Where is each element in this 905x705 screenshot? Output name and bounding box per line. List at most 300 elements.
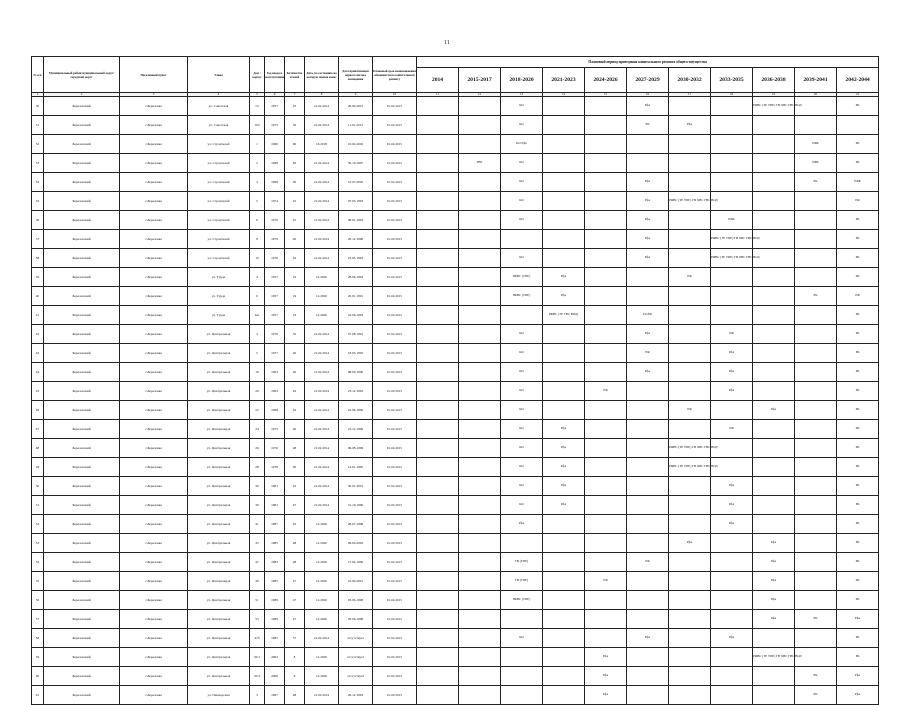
period-work-cell <box>543 629 585 648</box>
year-built-cell: 1977 <box>265 344 285 363</box>
period-work-cell <box>795 534 837 553</box>
column-number: 11 <box>417 93 459 97</box>
period-work-cell: РФ <box>837 287 879 306</box>
column-number: 4 <box>188 93 250 97</box>
house-cell: 45 <box>250 534 265 553</box>
period-work-cell <box>417 610 459 629</box>
wear-date-cell: 21.02.2014 <box>305 382 339 401</box>
wear-date-cell: 21.02.2014 <box>305 116 339 135</box>
header-col-num: № п/п <box>32 57 44 93</box>
period-work-cell: КО Рфа <box>501 135 543 154</box>
row-number-cell: 47 <box>32 420 44 439</box>
period-work-cell <box>417 515 459 534</box>
period-work-cell <box>417 268 459 287</box>
planned-obligation-date-cell: 01.02.2015 <box>373 401 417 420</box>
period-work-cell: Рфа <box>753 401 795 420</box>
table-row <box>32 477 879 496</box>
row-number-cell: 30 <box>32 97 44 116</box>
privatization-date-cell: 23.05.1993 <box>339 249 373 268</box>
planned-obligation-date-cell: 01.02.2015 <box>373 610 417 629</box>
planned-obligation-date-cell: 01.02.2015 <box>373 591 417 610</box>
period-work-cell <box>459 192 501 211</box>
period-work-cell: КО <box>501 97 543 116</box>
house-cell: 10 <box>250 249 265 268</box>
period-work-cell <box>669 211 711 230</box>
period-work-cell <box>459 401 501 420</box>
floors-cell: 40 <box>285 420 305 439</box>
column-number: 7 <box>285 93 305 97</box>
period-work-cell: РК <box>837 154 879 173</box>
period-work-cell: РФ <box>669 268 711 287</box>
period-work-cell <box>669 420 711 439</box>
period-work-cell <box>585 325 627 344</box>
column-number: 1 <box>32 93 44 97</box>
privatization-date-cell: 10.07.2002 <box>339 173 373 192</box>
period-work-cell <box>627 534 669 553</box>
planned-obligation-date-cell: 01.02.2015 <box>373 325 417 344</box>
year-built-cell: 1974 <box>265 192 285 211</box>
period-work-cell <box>543 135 585 154</box>
floors-cell: 19 <box>285 268 305 287</box>
district-cell: Березовский <box>44 382 120 401</box>
period-work-cell <box>795 496 837 515</box>
district-cell: Березовский <box>44 97 120 116</box>
period-work-cell: РК <box>837 477 879 496</box>
wear-date-cell: 21.02.2014 <box>305 97 339 116</box>
year-built-cell: 1968 <box>265 401 285 420</box>
period-work-cell <box>585 135 627 154</box>
period-work-cell <box>417 420 459 439</box>
privatization-date-cell: 08.09.1996 <box>339 363 373 382</box>
wear-date-cell: 21.02.2014 <box>305 211 339 230</box>
period-work-cell <box>795 629 837 648</box>
period-work-cell: ТВЕ <box>459 154 501 173</box>
row-number-cell: 39 <box>32 268 44 287</box>
period-work-cell <box>585 420 627 439</box>
period-work-cell <box>795 211 837 230</box>
row-number-cell: 49 <box>32 458 44 477</box>
period-work-cell <box>543 211 585 230</box>
period-work-cell: РК <box>837 325 879 344</box>
period-work-cell: РК <box>837 344 879 363</box>
period-work-cell <box>711 686 753 705</box>
floors-cell: 40 <box>285 230 305 249</box>
period-work-cell <box>753 477 795 496</box>
period-work-cell: РК <box>837 97 879 116</box>
period-work-cell: РК <box>837 249 879 268</box>
period-work-cell <box>753 458 795 477</box>
period-work-cell: Рфа <box>753 610 795 629</box>
period-work-cell <box>627 496 669 515</box>
period-work-cell: Рфа <box>711 382 753 401</box>
page-number: 11 <box>444 40 450 46</box>
period-work-cell: КО <box>501 325 543 344</box>
period-work-cell <box>627 382 669 401</box>
period-work-cell <box>543 610 585 629</box>
period-work-cell <box>669 591 711 610</box>
year-built-cell: 1989 <box>265 591 285 610</box>
settlement-cell: с.Березовка <box>120 97 188 116</box>
planned-obligation-date-cell: 01.02.2015 <box>373 382 417 401</box>
house-cell: 39 <box>250 496 265 515</box>
period-work-cell <box>459 515 501 534</box>
table-row <box>32 439 879 458</box>
period-work-cell <box>669 97 711 116</box>
period-work-cell <box>711 591 753 610</box>
period-work-cell <box>795 382 837 401</box>
settlement-cell: с.Березовка <box>120 249 188 268</box>
period-work-cell <box>501 648 543 667</box>
planned-obligation-date-cell: 01.02.2015 <box>373 249 417 268</box>
period-work-cell: РК <box>837 553 879 572</box>
period-work-cell: РФВС (ТЕ ТПЕ) ГВ ХВС ГВС ВОД <box>711 249 753 268</box>
period-work-cell <box>753 382 795 401</box>
wear-date-cell: 12.2020 <box>305 287 339 306</box>
year-built-cell: 1957 <box>265 306 285 325</box>
table-row <box>32 154 879 173</box>
period-work-cell <box>795 420 837 439</box>
planned-obligation-date-cell: 01.02.2015 <box>373 287 417 306</box>
floors-cell: 56 <box>285 116 305 135</box>
period-work-cell <box>417 458 459 477</box>
row-number-cell: 46 <box>32 401 44 420</box>
period-work-cell <box>543 97 585 116</box>
header-period: 2024-2026 <box>585 68 627 93</box>
period-work-cell: РК <box>837 496 879 515</box>
street-cell: ул. Строителей <box>188 249 250 268</box>
district-cell: Березовский <box>44 325 120 344</box>
period-work-cell <box>543 648 585 667</box>
row-number-cell: 53 <box>32 534 44 553</box>
period-work-cell: Рфа <box>837 667 879 686</box>
wear-date-cell: 12.2020 <box>305 534 339 553</box>
planned-obligation-date-cell: 01.02.2015 <box>373 420 417 439</box>
street-cell: ул. Центральная <box>188 648 250 667</box>
period-work-cell <box>459 325 501 344</box>
period-work-cell <box>795 477 837 496</box>
period-work-cell <box>459 648 501 667</box>
period-work-cell <box>417 496 459 515</box>
period-work-cell <box>669 306 711 325</box>
period-work-cell: Рфа <box>543 268 585 287</box>
period-work-cell <box>417 230 459 249</box>
column-number: 8 <box>305 93 339 97</box>
settlement-cell: с.Березовка <box>120 344 188 363</box>
table-row <box>32 648 879 667</box>
floors-cell: 45 <box>285 192 305 211</box>
period-work-cell <box>585 629 627 648</box>
period-work-cell: РК <box>837 401 879 420</box>
period-work-cell <box>585 287 627 306</box>
settlement-cell: с.Березовка <box>120 173 188 192</box>
table-row <box>32 458 879 477</box>
street-cell: ул. Строителей <box>188 154 250 173</box>
settlement-cell: с.Березовка <box>120 610 188 629</box>
period-work-cell <box>669 515 711 534</box>
privatization-date-cell: 20.01.1991 <box>339 287 373 306</box>
period-work-cell: Рфа <box>627 325 669 344</box>
year-built-cell: 1975 <box>265 116 285 135</box>
district-cell: Березовский <box>44 610 120 629</box>
period-work-cell <box>795 458 837 477</box>
district-cell: Березовский <box>44 173 120 192</box>
year-built-cell: 1976 <box>265 249 285 268</box>
wear-date-cell: 21.02.2014 <box>305 363 339 382</box>
period-work-cell: Рфа <box>543 420 585 439</box>
column-number: 15 <box>585 93 627 97</box>
settlement-cell: с.Березовка <box>120 420 188 439</box>
period-work-cell <box>669 686 711 705</box>
floors-cell: 8 <box>285 648 305 667</box>
settlement-cell: с.Березовка <box>120 572 188 591</box>
period-work-cell: КО <box>501 249 543 268</box>
period-work-cell <box>753 135 795 154</box>
settlement-cell: с.Березовка <box>120 553 188 572</box>
wear-date-cell: 12.2020 <box>305 306 339 325</box>
period-work-cell: РК <box>837 420 879 439</box>
district-cell: Березовский <box>44 154 120 173</box>
period-work-cell <box>417 287 459 306</box>
planned-obligation-date-cell: 01.02.2015 <box>373 553 417 572</box>
settlement-cell: с.Березовка <box>120 401 188 420</box>
period-work-cell: Рфа <box>669 534 711 553</box>
period-work-cell <box>753 287 795 306</box>
wear-date-cell: 21.02.2014 <box>305 192 339 211</box>
settlement-cell: с.Березовка <box>120 287 188 306</box>
period-work-cell <box>753 667 795 686</box>
period-work-cell: РФВС (ТЕ ТПЕ) ГВ ХВС ГВС ВОД <box>753 648 795 667</box>
period-work-cell <box>711 553 753 572</box>
period-work-cell <box>585 610 627 629</box>
settlement-cell: с.Березовка <box>120 515 188 534</box>
house-cell: 24 <box>250 420 265 439</box>
period-work-cell: Рфа <box>627 249 669 268</box>
planned-obligation-date-cell: 01.02.2015 <box>373 686 417 705</box>
privatization-date-cell: 14.01.1995 <box>339 458 373 477</box>
year-built-cell: 1968 <box>265 154 285 173</box>
period-work-cell <box>585 230 627 249</box>
house-cell: 72 <box>250 97 265 116</box>
period-work-cell <box>417 667 459 686</box>
period-work-cell <box>459 420 501 439</box>
period-work-cell: РФВС (ТПЕ) <box>501 268 543 287</box>
row-number-cell: 55 <box>32 572 44 591</box>
period-work-cell: ТВ (ТПЕ) <box>501 572 543 591</box>
period-work-cell <box>417 477 459 496</box>
privatization-date-cell: 03.06.1998 <box>339 591 373 610</box>
street-cell: ул. Труда <box>188 306 250 325</box>
period-work-cell: РК <box>837 629 879 648</box>
period-work-cell <box>501 610 543 629</box>
street-cell: ул. Центральная <box>188 667 250 686</box>
floors-cell: 19 <box>285 306 305 325</box>
period-work-cell <box>459 306 501 325</box>
table-row <box>32 230 879 249</box>
period-work-cell <box>417 154 459 173</box>
table-row <box>32 629 879 648</box>
year-built-cell: 1985 <box>265 572 285 591</box>
street-cell: ул. Центральная <box>188 420 250 439</box>
planned-obligation-date-cell: 01.02.2015 <box>373 534 417 553</box>
table-row <box>32 116 879 135</box>
district-cell: Березовский <box>44 192 120 211</box>
planned-obligation-date-cell: 01.02.2015 <box>373 572 417 591</box>
period-work-cell <box>753 344 795 363</box>
period-work-cell: РК <box>795 173 837 192</box>
header-col-district: Муниципальный район/муниципальный округ/городской округ <box>44 57 120 93</box>
period-work-cell: КО <box>501 116 543 135</box>
period-work-cell: РК <box>795 610 837 629</box>
street-cell: ул. Пионерская <box>188 686 250 705</box>
row-number-cell: 45 <box>32 382 44 401</box>
privatization-date-cell: 06.08.1999 <box>339 439 373 458</box>
period-work-cell: Рфа <box>627 629 669 648</box>
district-cell: Березовский <box>44 534 120 553</box>
year-built-cell: 1983 <box>265 553 285 572</box>
floors-cell: 42 <box>285 401 305 420</box>
period-work-cell <box>543 363 585 382</box>
period-work-cell <box>417 382 459 401</box>
street-cell: ул. Центральная <box>188 363 250 382</box>
table-row <box>32 610 879 629</box>
table-row <box>32 192 879 211</box>
period-work-cell <box>627 515 669 534</box>
period-work-cell <box>711 534 753 553</box>
period-work-cell: РК <box>837 230 879 249</box>
table-row <box>32 534 879 553</box>
planned-obligation-date-cell: 01.02.2015 <box>373 648 417 667</box>
wear-date-cell: 21.02.2014 <box>305 325 339 344</box>
period-work-cell: КО <box>501 192 543 211</box>
table-row <box>32 344 879 363</box>
column-number: 3 <box>120 93 188 97</box>
house-cell: 2 <box>250 154 265 173</box>
planned-obligation-date-cell: 01.02.2015 <box>373 629 417 648</box>
period-work-cell <box>543 249 585 268</box>
period-work-cell <box>795 192 837 211</box>
period-work-cell <box>417 629 459 648</box>
period-work-cell <box>753 686 795 705</box>
floors-cell: 45 <box>285 515 305 534</box>
street-cell: ул. Центральная <box>188 496 250 515</box>
street-cell: ул. Центральная <box>188 610 250 629</box>
table-row <box>32 306 879 325</box>
street-cell: ул. Центральная <box>188 477 250 496</box>
period-work-cell: РФК <box>837 173 879 192</box>
period-work-cell <box>417 211 459 230</box>
column-number: 5 <box>250 93 265 97</box>
period-work-cell: КО <box>501 382 543 401</box>
street-cell: ул. Строителей <box>188 135 250 154</box>
wear-date-cell: 21.02.2014 <box>305 401 339 420</box>
house-cell: 47б <box>250 629 265 648</box>
period-work-cell <box>543 515 585 534</box>
district-cell: Березовский <box>44 553 120 572</box>
period-work-cell: Рфа <box>753 553 795 572</box>
period-work-cell <box>711 572 753 591</box>
table-row <box>32 591 879 610</box>
planned-obligation-date-cell: 01.02.2015 <box>373 439 417 458</box>
district-cell: Березовский <box>44 591 120 610</box>
row-number-cell: 48 <box>32 439 44 458</box>
period-work-cell <box>543 325 585 344</box>
period-work-cell: Рфа <box>543 439 585 458</box>
period-work-cell <box>459 116 501 135</box>
period-work-cell <box>459 591 501 610</box>
row-number-cell: 31 <box>32 116 44 135</box>
period-work-cell: РФВС (ТПЕ) <box>501 591 543 610</box>
period-work-cell <box>669 154 711 173</box>
house-cell: 5 <box>250 192 265 211</box>
street-cell: ул. Труда <box>188 287 250 306</box>
street-cell: ул. Центральная <box>188 572 250 591</box>
period-work-cell: РК <box>837 211 879 230</box>
wear-date-cell: 12.2020 <box>305 572 339 591</box>
table-row <box>32 325 879 344</box>
row-number-cell: 58 <box>32 629 44 648</box>
planned-obligation-date-cell: 01.02.2015 <box>373 135 417 154</box>
period-work-cell: РК <box>837 458 879 477</box>
period-work-cell <box>627 591 669 610</box>
district-cell: Березовский <box>44 477 120 496</box>
settlement-cell: с.Березовка <box>120 686 188 705</box>
period-work-cell: РК <box>837 363 879 382</box>
period-work-cell: Рфа <box>837 686 879 705</box>
header-planned-period: Плановый период проведения капитального ремонта общего имущества <box>417 57 879 68</box>
period-work-cell <box>501 686 543 705</box>
period-work-cell <box>543 116 585 135</box>
period-work-cell <box>669 344 711 363</box>
period-work-cell <box>753 439 795 458</box>
year-built-cell: 1967 <box>265 686 285 705</box>
period-work-cell <box>795 572 837 591</box>
period-work-cell: РФВС (ТЕ ТПЕ) ГВ ХВС ГВС ВОД <box>669 439 711 458</box>
house-cell: 51 <box>250 591 265 610</box>
wear-date-cell: 12.2020 <box>305 648 339 667</box>
floors-cell: 8 <box>285 667 305 686</box>
floors-cell: 40 <box>285 363 305 382</box>
street-cell: ул. Центральная <box>188 325 250 344</box>
period-work-cell <box>459 287 501 306</box>
street-cell: ул. Центральная <box>188 439 250 458</box>
period-work-cell <box>459 135 501 154</box>
wear-date-cell: 21.02.2014 <box>305 458 339 477</box>
period-work-cell: РК <box>837 648 879 667</box>
district-cell: Березовский <box>44 458 120 477</box>
privatization-date-cell: 15.04.1999 <box>339 553 373 572</box>
year-built-cell: 1978 <box>265 458 285 477</box>
table-body <box>32 97 879 705</box>
year-built-cell: 1989 <box>265 610 285 629</box>
row-number-cell: 59 <box>32 648 44 667</box>
wear-date-cell: 16.2018 <box>305 135 339 154</box>
district-cell: Березовский <box>44 344 120 363</box>
period-work-cell <box>459 173 501 192</box>
district-cell: Березовский <box>44 287 120 306</box>
period-work-cell <box>459 211 501 230</box>
district-cell: Березовский <box>44 249 120 268</box>
period-work-cell <box>585 154 627 173</box>
header-period: 2036-2038 <box>753 68 795 93</box>
period-work-cell: Рфа <box>501 515 543 534</box>
settlement-cell: с.Березовка <box>120 363 188 382</box>
year-built-cell: 1963 <box>265 363 285 382</box>
district-cell: Березовский <box>44 135 120 154</box>
period-work-cell <box>795 325 837 344</box>
year-built-cell: 1976 <box>265 211 285 230</box>
period-work-cell <box>627 154 669 173</box>
wear-date-cell: 12.2020 <box>305 610 339 629</box>
